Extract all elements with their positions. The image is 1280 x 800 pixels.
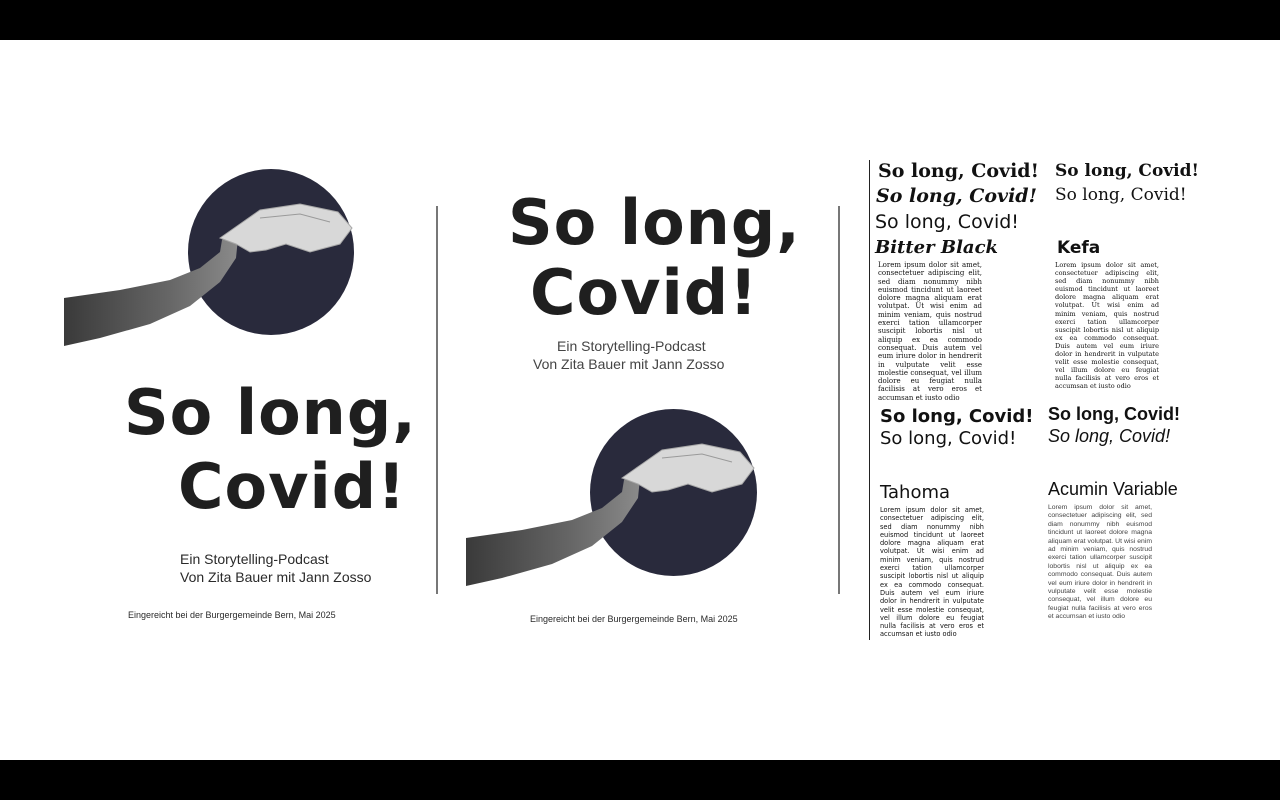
- bitter-sample-regular: So long, Covid!: [875, 211, 1019, 233]
- tahoma-lorem: Lorem ipsum dolor sit amet, consectetuer adipiscing elit, sed diam nonummy nibh euismod tincidunt ut laoreet dolore magna aliquam erat volutpat. Ut wisi enim ad minim veniam, quis nostrud exerci tation ullamcorper suscipit lobortis nisl ut aliquip ex ea commodo consequat. Duis autem vel eum iriure dolor in hendrerit in vulputate velit esse molestie consequat, vel illum dolore eu feugiat nulla facilisis at vero eros et accumsan et iusto odio: [880, 506, 984, 639]
- acumin-lorem: Lorem ipsum dolor sit amet, consectetuer adipiscing elit, sed diam nonummy nibh euismod tincidunt ut laoreet dolore magna aliquam erat volutpat. Ut wisi enim ad minim veniam, quis nostrud exerci tation ullamcorper suscipit lobortis nisl ut aliquip ex ea commodo consequat. Duis autem vel eum iriure dolor in hendrerit in vulputate velit esse molestie consequat, vel illum dolore eu feugiat nulla facilisis at vero eros et accumsan et iusto odio: [1048, 504, 1152, 621]
- bitter-sample-black-italic: So long, Covid!: [876, 185, 1037, 207]
- specimen-rule: [869, 160, 870, 640]
- acumin-sample-bold: So long, Covid!: [1048, 404, 1180, 424]
- cover-a-subtitle-line2: Von Zita Bauer mit Jann Zosso: [180, 569, 372, 585]
- bitter-sample-black: So long, Covid!: [878, 160, 1039, 182]
- tahoma-sample-regular: So long, Covid!: [880, 428, 1017, 449]
- letterbox-bottom: [0, 760, 1280, 800]
- kefa-sample-bold: So long, Covid!: [1055, 161, 1199, 181]
- kefa-lorem: Lorem ipsum dolor sit amet, consectetuer adipiscing elit, sed diam nonummy nibh euismod tincidunt ut laoreet dolore magna aliquam erat volutpat. Ut wisi enim ad minim veniam, quis nostrud exerci tation ullamcorper suscipit lobortis nisl ut aliquip ex ea commodo consequat. Duis autem vel eum iriure dolor in hendrerit in vulputate velit esse molestie consequat, vel illum dolore eu feugiat nulla facilisis at vero eros et accumsan et iusto odio: [1055, 261, 1159, 391]
- cover-b-title-line1: So long,: [508, 186, 801, 259]
- cover-a-title-line2: Covid!: [178, 450, 407, 523]
- cover-a-title-line1: So long,: [124, 376, 417, 449]
- bitter-lorem: Lorem ipsum dolor sit amet, consectetuer adipiscing elit, sed diam nonummy nibh euismod tincidunt ut laoreet dolore magna aliquam erat volutpat. Ut wisi enim ad minim veniam, quis nostrud exerci tation ullamcorper suscipit lobortis nisl ut aliquip ex ea commodo consequat. Duis autem vel eum iriure dolor in hendrerit in vulputate velit esse molestie consequat, vel illum dolore eu feugiat nulla facilisis at vero eros et accumsan et iusto odio: [878, 261, 982, 402]
- cover-b-footer: Eingereicht bei der Burgergemeinde Bern, Mai 2025: [530, 614, 738, 624]
- divider-left: [436, 206, 438, 594]
- tahoma-font-name: Tahoma: [880, 482, 951, 503]
- slide-canvas: [0, 40, 1280, 760]
- bitter-font-name: Bitter Black: [875, 237, 999, 258]
- divider-right: [838, 206, 840, 594]
- cover-a-subtitle-line1: Ein Storytelling-Podcast: [180, 551, 329, 567]
- cover-b-subtitle-line2: Von Zita Bauer mit Jann Zosso: [533, 356, 725, 372]
- acumin-sample-italic: So long, Covid!: [1048, 426, 1171, 446]
- cover-b-subtitle-line1: Ein Storytelling-Podcast: [557, 338, 706, 354]
- kefa-font-name: Kefa: [1057, 238, 1101, 258]
- cover-b-title-line2: Covid!: [530, 256, 759, 329]
- acumin-font-name: Acumin Variable: [1048, 479, 1178, 499]
- cover-b-arm-photo: [462, 440, 762, 590]
- cover-a-arm-photo: [60, 200, 360, 350]
- kefa-sample-regular: So long, Covid!: [1055, 185, 1187, 205]
- letterbox-top: [0, 0, 1280, 40]
- cover-a-footer: Eingereicht bei der Burgergemeinde Bern, Mai 2025: [128, 610, 336, 620]
- tahoma-sample-bold: So long, Covid!: [880, 406, 1034, 427]
